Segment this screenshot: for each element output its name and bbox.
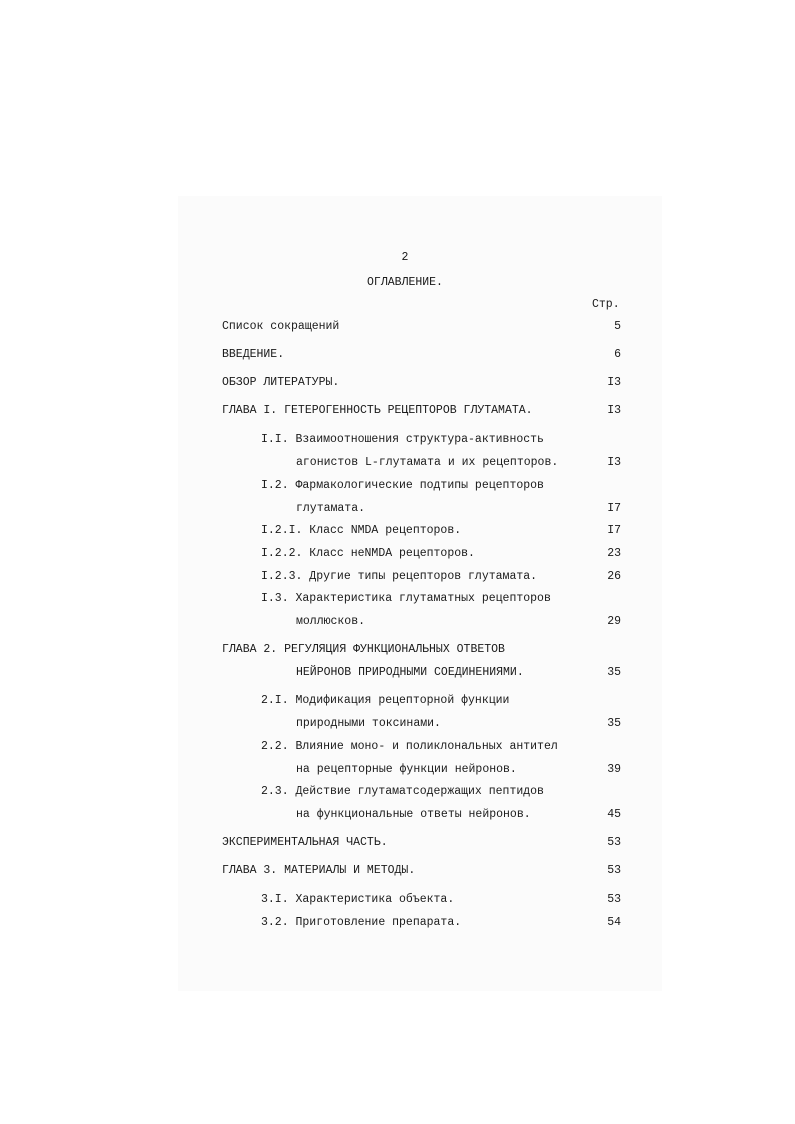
toc-entry-page: 35 [607,717,621,730]
toc-entry-title-cont: НЕЙРОНОВ ПРИРОДНЫМИ СОЕДИНЕНИЯМИ. [296,666,524,679]
toc-entry-page: I3 [607,404,621,417]
toc-entry-page: 54 [607,916,621,929]
toc-entry-title: ЭКСПЕРИМЕНТАЛЬНАЯ ЧАСТЬ. [222,836,388,849]
toc-entry-title: I.3. Характеристика глутаматных рецепторов [261,592,551,605]
toc-entry-page: 53 [607,893,621,906]
toc-entry-title-cont: на рецепторные функции нейронов. [296,763,517,776]
toc-entry-page: 6 [614,348,621,361]
toc-entry-page: 53 [607,864,621,877]
toc-heading: ОГЛАВЛЕНИЕ. [367,276,443,289]
toc-entry-title: ГЛАВА 2. РЕГУЛЯЦИЯ ФУНКЦИОНАЛЬНЫХ ОТВЕТОВ [222,643,505,656]
toc-entry-title: ГЛАВА 3. МАТЕРИАЛЫ И МЕТОДЫ. [222,864,416,877]
toc-entry-title: Список сокращений [222,320,340,333]
toc-entry-title: ОБЗОР ЛИТЕРАТУРЫ. [222,376,340,389]
toc-entry-page: I3 [607,376,621,389]
toc-entry-page: 39 [607,763,621,776]
toc-entry-title-cont: агонистов L-глутамата и их рецепторов. [296,456,559,469]
toc-entry-page: 23 [607,547,621,560]
toc-entry-page: 29 [607,615,621,628]
toc-entry-title-cont: природными токсинами. [296,717,441,730]
page-number: 2 [401,251,409,264]
toc-entry-title: I.2. Фармакологические подтипы рецепторов [261,479,544,492]
toc-entry-title: 3.2. Приготовление препарата. [261,916,462,929]
toc-entry-title: ГЛАВА I. ГЕТЕРОГЕННОСТЬ РЕЦЕПТОРОВ ГЛУТАМАТА. [222,404,533,417]
toc-entry-title: I.2.2. Класс неNMDA рецепторов. [261,547,475,560]
toc-entry-page: 45 [607,808,621,821]
toc-entry-title: 2.I. Модификация рецепторной функции [261,694,510,707]
toc-entry-title-cont: глутамата. [296,502,366,515]
toc-entry-title: I.2.I. Класс NMDA рецепторов. [261,524,462,537]
toc-entry-page: 53 [607,836,621,849]
toc-entry-page: 26 [607,570,621,583]
toc-entry-page: I7 [607,524,621,537]
toc-entry-title: 3.I. Характеристика объекта. [261,893,455,906]
page-column-label: Стр. [592,298,620,311]
toc-entry-page: 5 [614,320,621,333]
toc-entry-title-cont: на функциональные ответы нейронов. [296,808,531,821]
toc-entry-title: 2.3. Действие глутаматсодержащих пептидов [261,785,544,798]
toc-entry-title: 2.2. Влияние моно- и поликлональных антител [261,740,558,753]
toc-entry-title-cont: моллюсков. [296,615,366,628]
toc-entry-page: 35 [607,666,621,679]
toc-entry-title: I.2.3. Другие типы рецепторов глутамата. [261,570,538,583]
toc-entry-page: I7 [607,502,621,515]
toc-entry-title: ВВЕДЕНИЕ. [222,348,285,361]
toc-entry-page: I3 [607,456,621,469]
toc-entry-title: I.I. Взаимоотношения структура-активность [261,433,544,446]
